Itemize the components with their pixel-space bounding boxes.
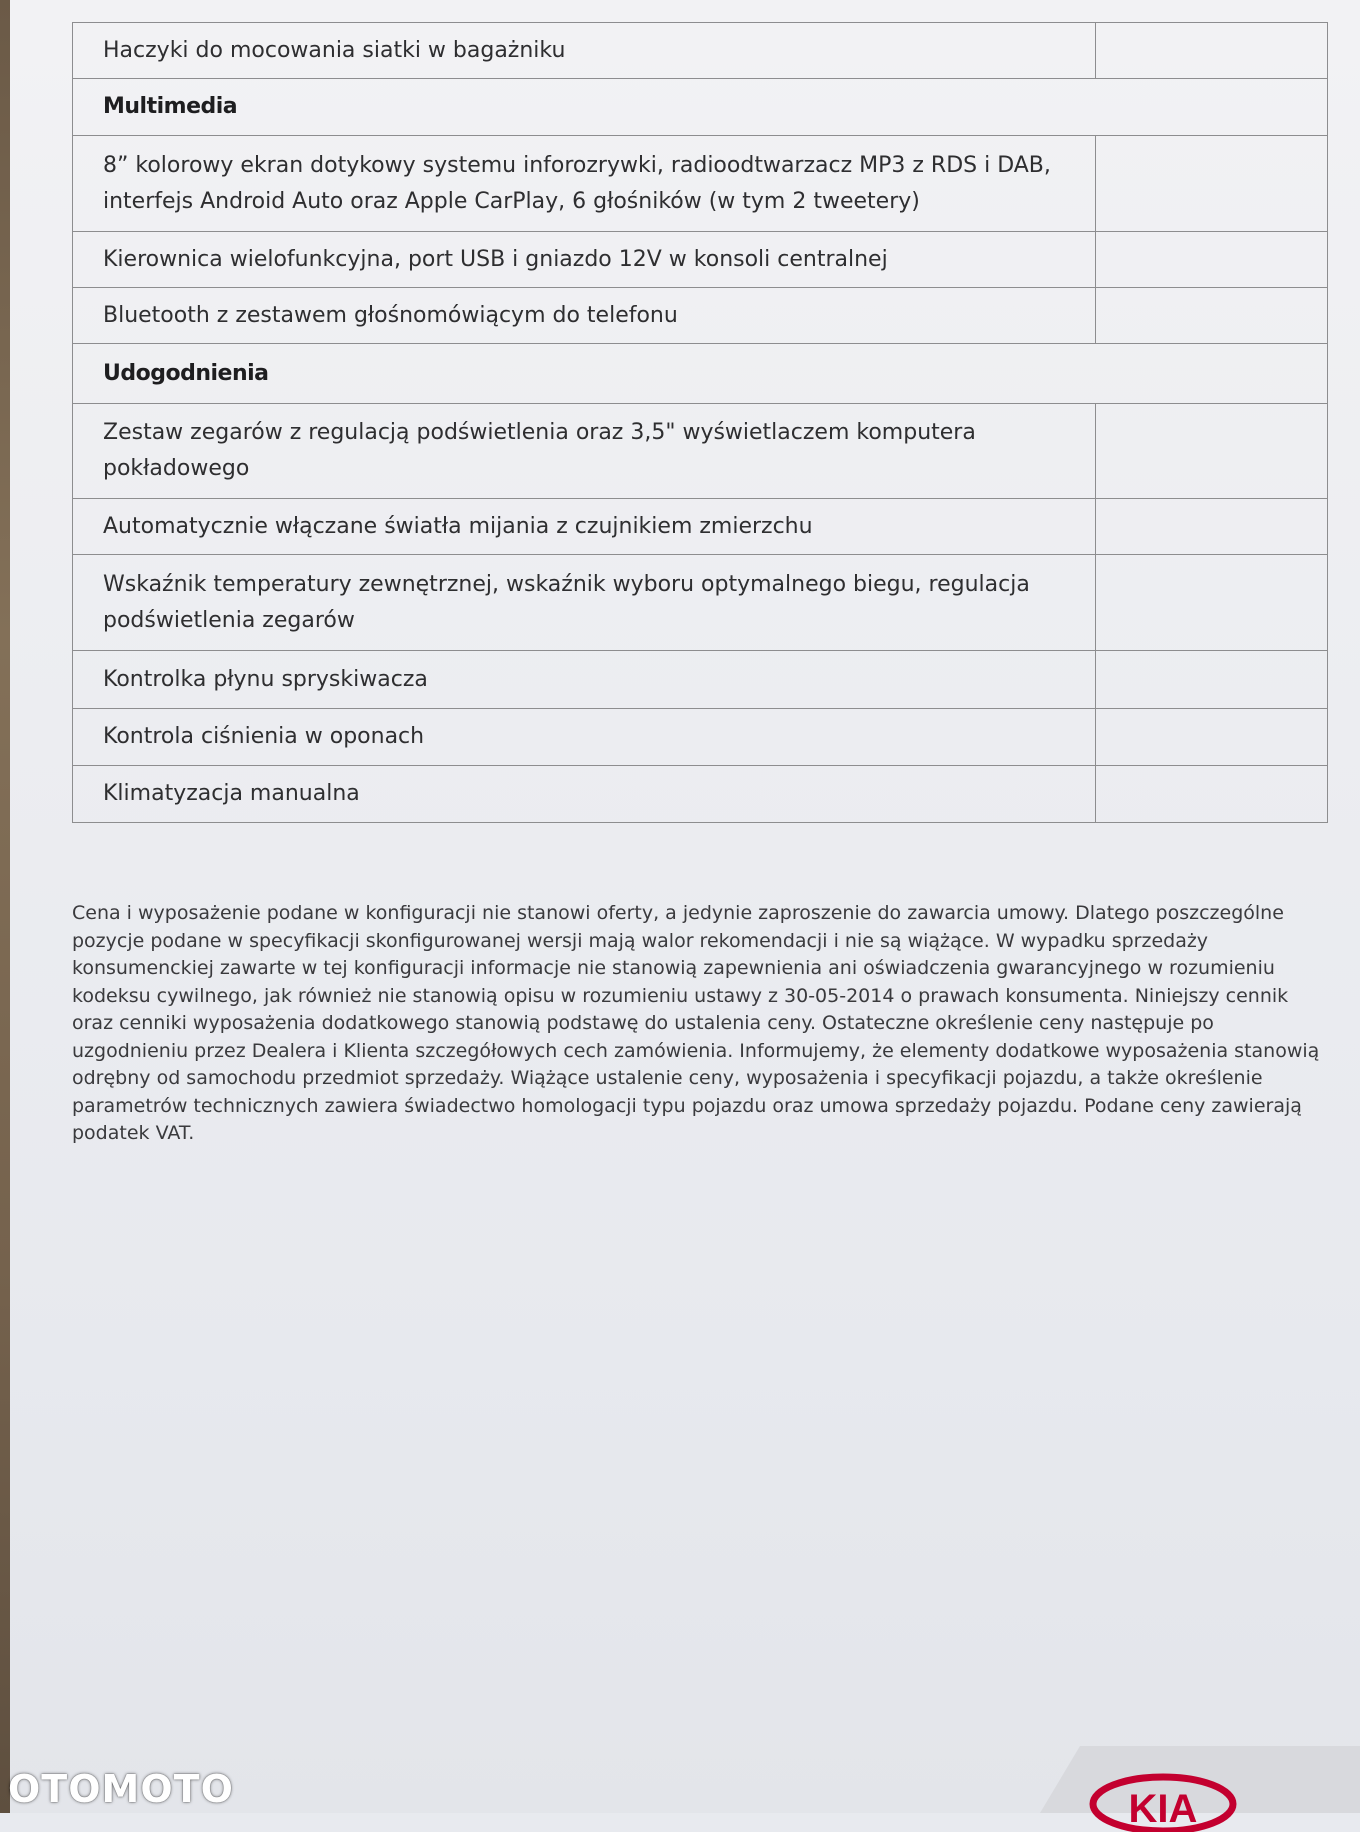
checkmark-cell (1096, 288, 1328, 344)
kia-logo-icon (1088, 1772, 1238, 1832)
checkmark-cell (1096, 555, 1328, 651)
table-row (73, 651, 1328, 709)
table-row (73, 499, 1328, 555)
table-row (73, 766, 1328, 823)
table-row (73, 23, 1328, 79)
equipment-item-label: Klimatyzacja manualna (73, 766, 1096, 823)
table-row (73, 136, 1328, 232)
checkmark-cell (1096, 23, 1328, 79)
legal-disclaimer: Cena i wyposażenie podane w konfiguracji nie stanowi oferty, a jedynie zaproszenie do zawarcia umowy. Dlatego poszczególne pozycje podane w specyfikacji skonfigurowanej wersji mają walor rekomendacji i nie są wiążące. W wypadku sprzedaży konsumenckiej zawarte w tej konfiguracji informacje nie stanowią zapewnienia ani oświadczenia gwarancyjnego w rozumieniu kodeksu cywilnego, jak również nie stanowią opisu w rozumieniu ustawy z 30-05-2014 o prawach konsumenta. Niniejszy cennik oraz cenniki wyposażenia dodatkowego stanowią podstawę do ustalenia ceny. Ostateczne określenie ceny następuje po uzgodnieniu przez Dealera i Klienta szczegółowych cech zamówienia. Informujemy, że elementy dodatkowe wyposażenia stanowią odrębny od samochodu przedmiot sprzedaży. Wiążące ustalenie ceny, wyposażenia i specyfikacji pojazdu, a także określenie parametrów technicznych zawiera świadectwo homologacji typu pojazdu oraz umowa sprzedaży pojazdu. Podane ceny zawierają podatek VAT. (72, 902, 1320, 1144)
section-title: Multimedia (73, 79, 1328, 136)
checkmark-cell (1096, 232, 1328, 288)
table-row (73, 232, 1328, 288)
table-row (73, 288, 1328, 344)
table-row (73, 709, 1328, 766)
equipment-item-label: Kontrola ciśnienia w oponach (73, 709, 1096, 766)
otomoto-watermark: OTOMOTO (8, 1767, 234, 1811)
equipment-item-label: Wskaźnik temperatury zewnętrznej, wskaźnik wyboru optymalnego biegu, regulacja podświetlenia zegarów (73, 555, 1096, 651)
equipment-item-label: Zestaw zegarów z regulacją podświetlenia oraz 3,5" wyświetlaczem komputera pokładowego (73, 404, 1096, 499)
checkmark-cell (1096, 499, 1328, 555)
equipment-item-label: 8” kolorowy ekran dotykowy systemu inforozrywki, radioodtwarzacz MP3 z RDS i DAB, interfejs Android Auto oraz Apple CarPlay, 6 głośników (w tym 2 tweetery) (73, 136, 1096, 232)
equipment-item-label: Bluetooth z zestawem głośnomówiącym do telefonu (73, 288, 1096, 344)
checkmark-cell (1096, 136, 1328, 232)
equipment-item-label: Kontrolka płynu spryskiwacza (73, 651, 1096, 709)
checkmark-cell (1096, 404, 1328, 499)
equipment-item-label: Kierownica wielofunkcyjna, port USB i gniazdo 12V w konsoli centralnej (73, 232, 1096, 288)
equipment-table (72, 22, 1328, 823)
checkmark-cell (1096, 709, 1328, 766)
equipment-item-label: Haczyki do mocowania siatki w bagażniku (73, 23, 1096, 79)
equipment-item-label: Automatycznie włączane światła mijania z czujnikiem zmierzchu (73, 499, 1096, 555)
section-header-row (73, 344, 1328, 404)
kia-logo-text: KIA (1128, 1787, 1198, 1831)
section-header-row (73, 79, 1328, 136)
section-title: Udogodnienia (73, 344, 1328, 404)
checkmark-cell (1096, 651, 1328, 709)
table-row (73, 555, 1328, 651)
checkmark-cell (1096, 766, 1328, 823)
table-row (73, 404, 1328, 499)
